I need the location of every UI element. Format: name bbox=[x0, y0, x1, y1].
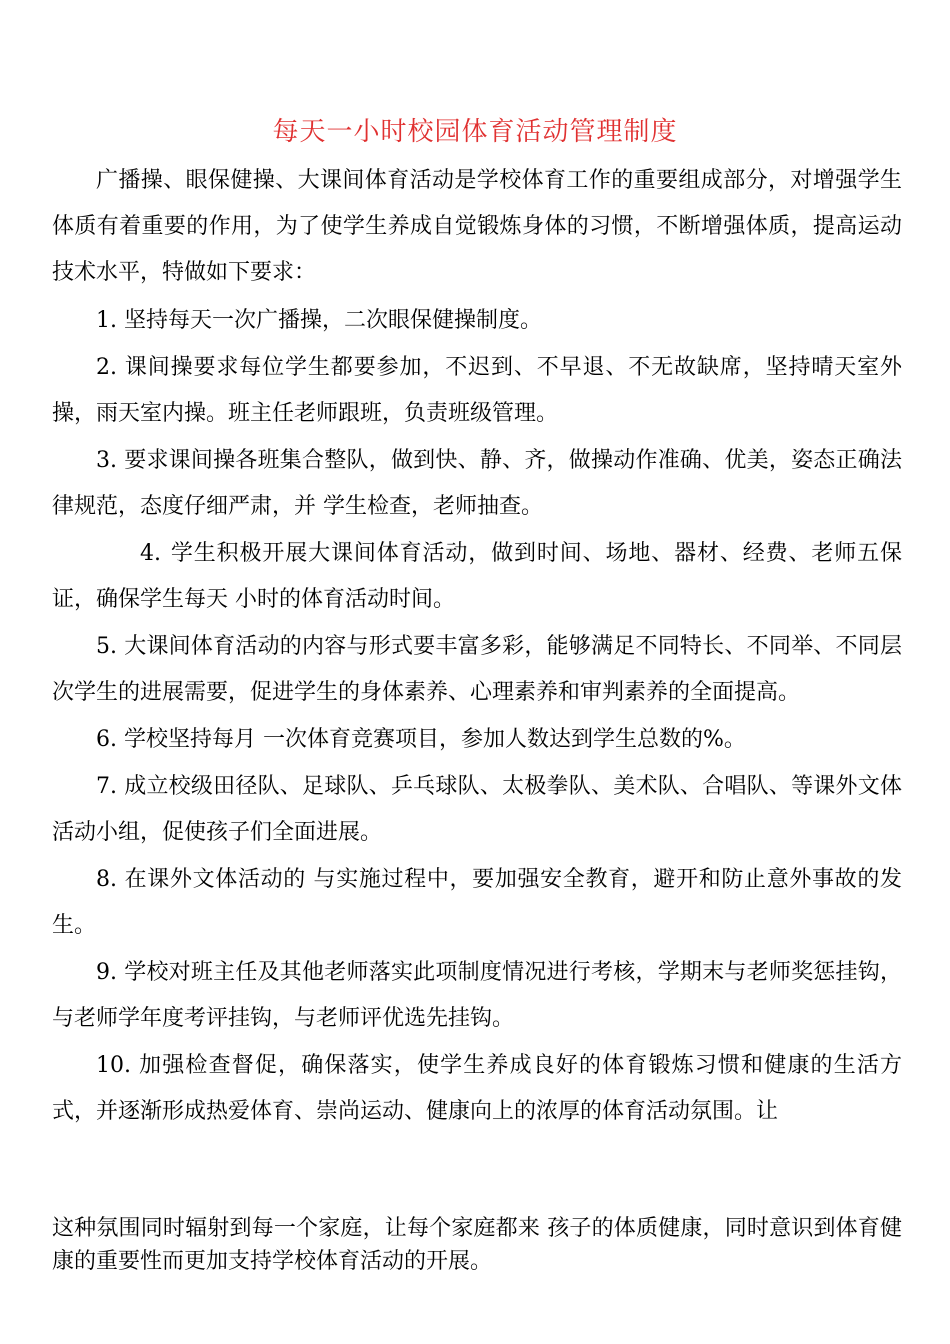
rule-item-8: 8. 在课外文体活动的 与实施过程中，要加强安全教育，避开和防止意外事故的发生。 bbox=[52, 867, 902, 938]
rule-item-4-number: 4. bbox=[140, 541, 161, 566]
document-title: 每天一小时校园体育活动管理制度 bbox=[272, 117, 678, 147]
rule-item-9: 9. 学校对班主任及其他老师落实此项制度情况进行考核，学期末与老师奖惩挂钩，与老师学年度考评挂钩，与老师评优选先挂钩。 bbox=[52, 960, 902, 1031]
intro-paragraph: 广播操、眼保健操、大课间体育活动是学校体育工作的重要组成部分，对增强学生体质有着重要的作用，为了使学生养成自觉锻炼身体的习惯，不断增强体质，提高运动技术水平，特做如下要求： bbox=[52, 168, 902, 285]
rule-item-4-text: 学生积极开展大课间体育活动，做到时间、场地、器材、经费、老师五保证，确保学生每天 小时的体育活动时间。 bbox=[52, 541, 902, 612]
rule-item-5: 5. 大课间体育活动的内容与形式要丰富多彩，能够满足不同特长、不同举、不同层次学生的进展需要，促进学生的身体素养、心理素养和审判素养的全面提高。 bbox=[52, 634, 902, 705]
rule-item-2: 2. 课间操要求每位学生都要参加，不迟到、不早退、不无故缺席，坚持晴天室外操，雨天室内操。班主任老师跟班，负责班级管理。 bbox=[52, 355, 902, 426]
rule-item-6: 6. 学校坚持每月 一次体育竞赛项目，参加人数达到学生总数的%。 bbox=[96, 727, 746, 752]
rule-item-4 bbox=[52, 531, 902, 623]
intro-block bbox=[52, 158, 902, 296]
rule-item-7: 7. 成立校级田径队、足球队、乒乓球队、太极拳队、美术队、合唱队、等课外文体活动小组，促使孩子们全面进展。 bbox=[52, 774, 902, 845]
rule-item-3: 3. 要求课间操各班集合整队，做到快、静、齐，做操动作准确、优美，姿态正确法律规范，态度仔细严肃，并 学生检查，老师抽查。 bbox=[52, 448, 902, 519]
rule-item-1: 1. 坚持每天一次广播操，二次眼保健操制度。 bbox=[96, 308, 542, 333]
rule-item-10: 10. 加强检查督促，确保落实，使学生养成良好的体育锻炼习惯和健康的生活方式，并逐渐形成热爱体育、崇尚运动、健康向上的浓厚的体育活动氛围。让 bbox=[52, 1053, 902, 1124]
rules-list bbox=[52, 298, 902, 1136]
tail-paragraph: 这种氛围同时辐射到每一个家庭，让每个家庭都来 孩子的体质健康，同时意识到体育健康的重要性而更加支持学校体育活动的开展。 bbox=[52, 1216, 902, 1274]
